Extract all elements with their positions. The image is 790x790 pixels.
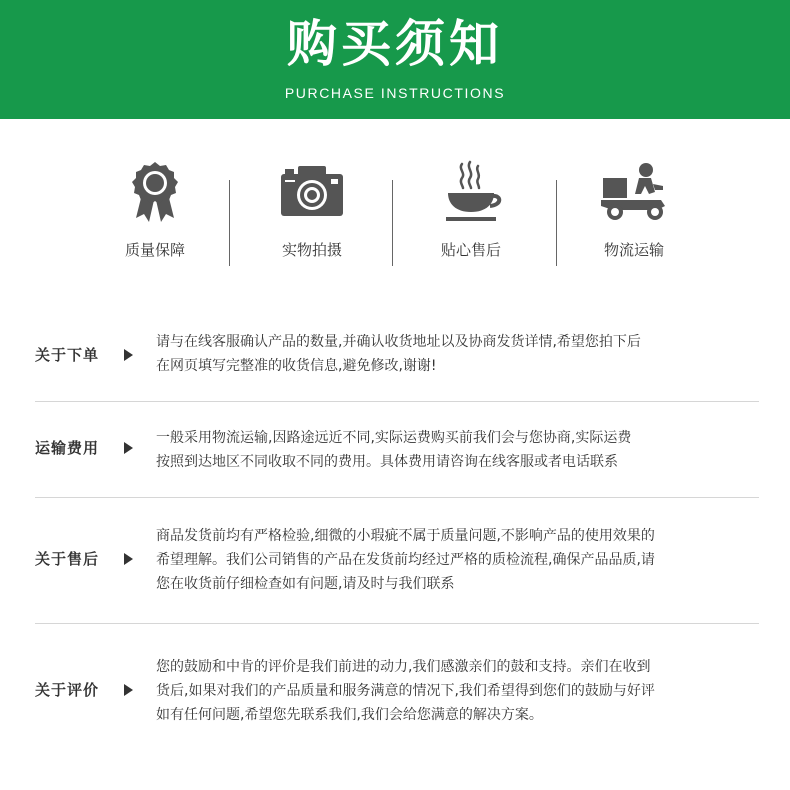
award-ribbon-icon (116, 160, 194, 224)
feature-label: 物流运输 (603, 241, 664, 259)
section-title: 关于售后 (35, 550, 100, 568)
divider (229, 180, 230, 266)
section-title: 关于下单 (35, 346, 100, 364)
feature-label: 质量保障 (124, 241, 185, 259)
feature-photos (237, 150, 387, 280)
arrow-right-icon (124, 442, 133, 454)
divider (556, 180, 557, 266)
section-text: 一般采用物流运输,因路途远近不同,实际运费购买前我们会与您协商,实际运费 按照到达地区不同收取不同的费用。具体费用请咨询在线客服或者电话联系 (156, 430, 632, 470)
feature-label: 贴心售后 (440, 241, 501, 259)
section-ordering (35, 305, 759, 395)
section-text: 请与在线客服确认产品的数量,并确认收货地址以及协商发货详情,希望您拍下后 在网页填写完整准的收货信息,避免修改,谢谢! (156, 334, 641, 374)
section-reviews (35, 624, 759, 764)
header-banner (0, 0, 790, 119)
page-title: 购买须知 (287, 15, 503, 73)
section-text: 商品发货前均有严格检验,细微的小瑕疵不属于质量问题,不影响产品的使用效果的 希望理解。我们公司销售的产品在发货前均经过严格的质检流程,确保产品品质,请 您在收货前仔细检查如有问题,请及时与我们联系 (156, 528, 655, 592)
arrow-right-icon (124, 684, 133, 696)
feature-label: 实物拍摄 (281, 241, 342, 259)
divider (392, 180, 393, 266)
camera-icon (273, 160, 351, 224)
feature-logistics (559, 150, 709, 280)
feature-row (0, 150, 790, 280)
page-subtitle: PURCHASE INSTRUCTIONS (284, 85, 506, 101)
section-title: 运输费用 (35, 439, 100, 457)
section-text: 您的鼓励和中肯的评价是我们前进的动力,我们感激亲们的鼓和支持。亲们在收到 货后,如果对我们的产品质量和服务满意的情况下,我们希望得到您们的鼓励与好评 如有任何问题,希望您先联系我们,我们会给您满意的解决方案。 (156, 659, 655, 723)
delivery-scooter-icon (595, 160, 673, 224)
arrow-right-icon (124, 553, 133, 565)
feature-quality (80, 150, 230, 280)
coffee-cup-icon (432, 160, 510, 224)
section-after-sales (35, 498, 759, 623)
section-title: 关于评价 (35, 681, 100, 699)
arrow-right-icon (124, 349, 133, 361)
section-shipping (35, 402, 759, 497)
feature-after-sales (396, 150, 546, 280)
